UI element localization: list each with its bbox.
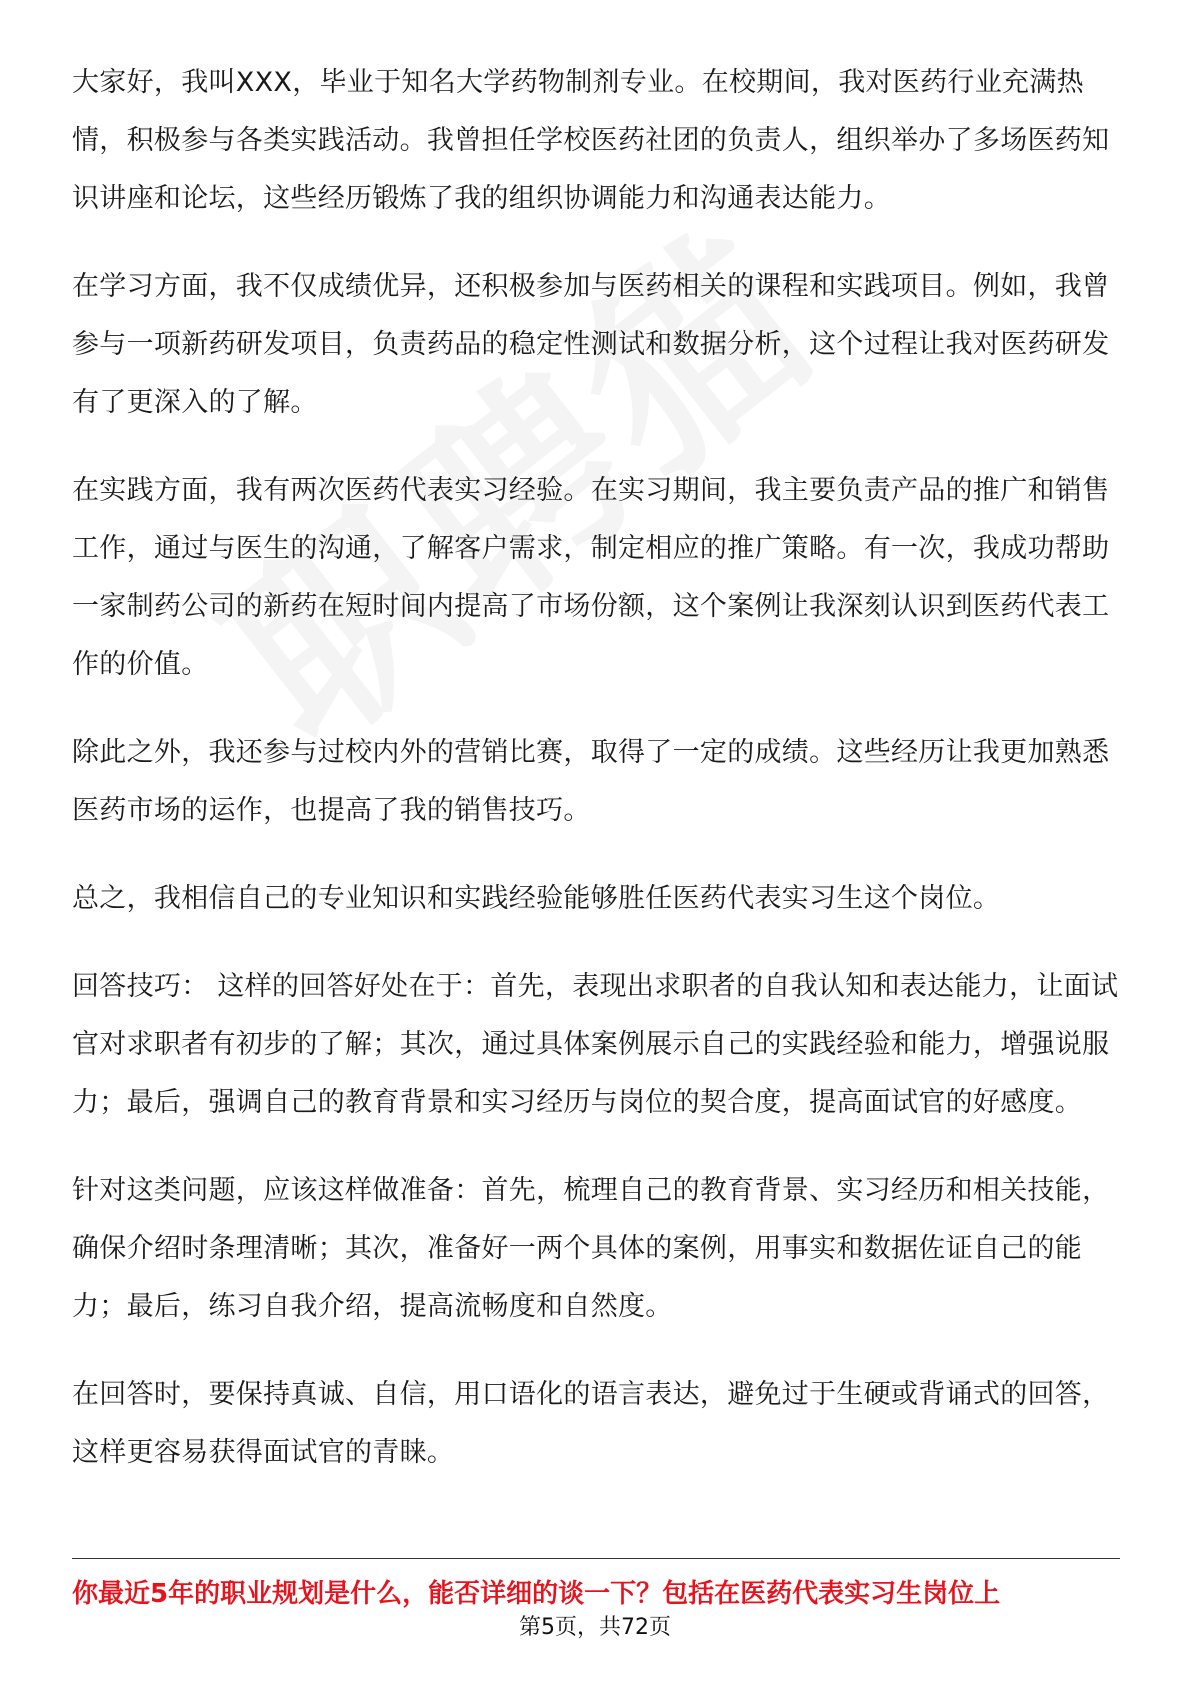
section-divider <box>72 1558 1120 1559</box>
paragraph-answer-advice: 在回答时，要保持真诚、自信，用口语化的语言表达，避免过于生硬或背诵式的回答，这样更容易获得面试官的青睐。 <box>72 1379 1110 1468</box>
page-number: 第5页，共72页 <box>519 1615 671 1640</box>
paragraph-answer-tips: 回答技巧： 这样的回答好处在于：首先，表现出求职者的自我认知和表达能力，让面试官对求职者有初步的了解；其次，通过具体案例展示自己的实践经验和能力，增强说服力；最后，强调自己的教育背景和实习经历与岗位的契合度，提高面试官的好感度。 <box>72 971 1119 1118</box>
paragraph-summary: 总之，我相信自己的专业知识和实践经验能够胜任医药代表实习生这个岗位。 <box>72 883 1001 914</box>
paragraph-extra: 除此之外，我还参与过校内外的营销比赛，取得了一定的成绩。这些经历让我更加熟悉医药市场的运作，也提高了我的销售技巧。 <box>72 737 1110 826</box>
paragraph-intro: 大家好，我叫XXX，毕业于知名大学药物制剂专业。在校期间，我对医药行业充满热情，积极参与各类实践活动。我曾担任学校医药社团的负责人，组织举办了多场医药知识讲座和论坛，这些经历锻炼了我的组织协调能力和沟通表达能力。 <box>72 67 1110 214</box>
next-question-heading: 你最近5年的职业规划是什么，能否详细的谈一下？包括在医药代表实习生岗位上 <box>72 1579 1001 1609</box>
document-body <box>72 54 1122 1512</box>
paragraph-preparation: 针对这类问题，应该这样做准备：首先，梳理自己的教育背景、实习经历和相关技能，确保介绍时条理清晰；其次，准备好一两个具体的案例，用事实和数据佐证自己的能力；最后，练习自我介绍，提高流畅度和自然度。 <box>72 1175 1110 1322</box>
paragraph-study: 在学习方面，我不仅成绩优异，还积极参加与医药相关的课程和实践项目。例如，我曾参与一项新药研发项目，负责药品的稳定性测试和数据分析，这个过程让我对医药研发有了更深入的了解。 <box>72 271 1110 418</box>
paragraph-practice: 在实践方面，我有两次医药代表实习经验。在实习期间，我主要负责产品的推广和销售工作，通过与医生的沟通，了解客户需求，制定相应的推广策略。有一次，我成功帮助一家制药公司的新药在短时间内提高了市场份额，这个案例让我深刻认识到医药代表工作的价值。 <box>72 475 1110 680</box>
